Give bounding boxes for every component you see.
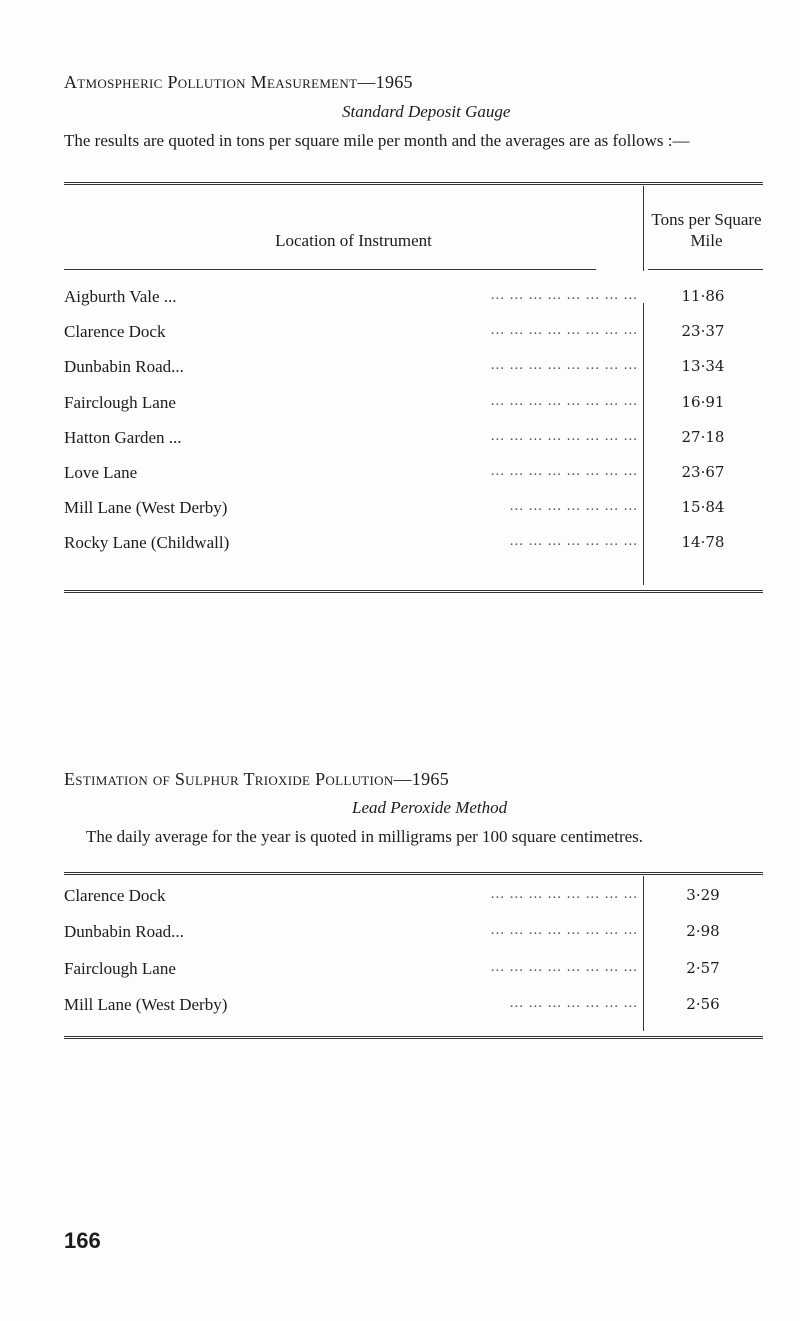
value-cell: 27·18 bbox=[681, 427, 725, 446]
table-row bbox=[64, 922, 763, 946]
location-cell: Mill Lane (West Derby) bbox=[64, 994, 228, 1014]
leader-dots: ... ... ... ... ... ... ... ... bbox=[490, 463, 638, 479]
location-cell: Mill Lane (West Derby) bbox=[64, 498, 228, 518]
leader-dots: ... ... ... ... ... ... ... ... bbox=[490, 922, 638, 939]
section2-subtitle: Lead Peroxide Method bbox=[352, 798, 508, 817]
value-cell: 14·78 bbox=[681, 533, 725, 552]
leader-dots: ... ... ... ... ... ... ... bbox=[509, 498, 638, 515]
table-row bbox=[64, 428, 763, 452]
table1-header-divider bbox=[643, 186, 644, 271]
table2-top-rule bbox=[64, 872, 763, 875]
leader-dots: ... ... ... ... ... ... ... ... bbox=[490, 392, 638, 409]
location-cell: Dunbabin Road... bbox=[64, 357, 184, 377]
table-row bbox=[64, 498, 763, 522]
table-row bbox=[64, 287, 763, 311]
leader-dots: ... ... ... ... ... ... ... ... bbox=[490, 427, 638, 444]
table1-header-value: Tons per Square Mile bbox=[651, 210, 762, 250]
table-row bbox=[64, 357, 763, 381]
leader-dots: ... ... ... ... ... ... ... bbox=[509, 533, 638, 550]
table1-bottom-rule bbox=[64, 590, 763, 593]
value-cell: 16·91 bbox=[681, 392, 725, 411]
value-cell: 2·56 bbox=[686, 994, 720, 1013]
location-cell: Aigburth Vale ... bbox=[64, 287, 177, 306]
location-cell: Fairclough Lane bbox=[64, 392, 176, 412]
table-row bbox=[64, 393, 763, 417]
location-cell: Clarence Dock bbox=[64, 886, 166, 905]
location-cell: Fairclough Lane bbox=[64, 958, 176, 978]
value-cell: 11·86 bbox=[681, 287, 725, 305]
section1-title: Atmospheric Pollution Measurement—1965 bbox=[64, 72, 413, 92]
table1-top-rule bbox=[64, 182, 763, 185]
table1-header-location: Location of Instrument bbox=[275, 231, 432, 250]
leader-dots: ... ... ... ... ... ... ... ... bbox=[490, 886, 638, 902]
location-cell: Clarence Dock bbox=[64, 322, 166, 342]
page-number: 166 bbox=[64, 1228, 101, 1253]
location-cell: Rocky Lane (Childwall) bbox=[64, 533, 230, 553]
leader-dots: ... ... ... ... ... ... ... ... bbox=[490, 958, 638, 975]
section1-intro: The results are quoted in tons per square mile per month and the averages are as follows :— bbox=[64, 131, 690, 150]
table-row bbox=[64, 463, 763, 487]
value-cell: 23·37 bbox=[681, 322, 725, 341]
value-cell: 13·34 bbox=[681, 357, 725, 376]
table-row bbox=[64, 995, 763, 1019]
section2-intro: The daily average for the year is quoted in milligrams per 100 square centimetres. bbox=[86, 827, 644, 846]
leader-dots: ... ... ... ... ... ... ... ... bbox=[490, 357, 638, 374]
value-cell: 2·98 bbox=[686, 922, 720, 941]
table-row bbox=[64, 959, 763, 983]
value-cell: 3·29 bbox=[686, 886, 720, 904]
location-cell: Hatton Garden ... bbox=[64, 427, 182, 447]
table-row bbox=[64, 886, 763, 910]
value-cell: 2·57 bbox=[686, 958, 720, 977]
section1-subtitle: Standard Deposit Gauge bbox=[342, 102, 511, 121]
value-cell: 23·67 bbox=[681, 463, 725, 481]
section2-title: Estimation of Sulphur Trioxide Pollution—1965 bbox=[64, 769, 450, 789]
location-cell: Love Lane bbox=[64, 463, 138, 482]
table1-header-rule-left bbox=[64, 269, 596, 270]
location-cell: Dunbabin Road... bbox=[64, 922, 184, 942]
table2-bottom-rule bbox=[64, 1036, 763, 1039]
table-row bbox=[64, 533, 763, 557]
table-row bbox=[64, 322, 763, 346]
leader-dots: ... ... ... ... ... ... ... bbox=[509, 994, 638, 1011]
leader-dots: ... ... ... ... ... ... ... ... bbox=[490, 287, 638, 303]
table1-header-rule-right bbox=[648, 269, 763, 270]
leader-dots: ... ... ... ... ... ... ... ... bbox=[490, 322, 638, 339]
value-cell: 15·84 bbox=[681, 498, 725, 517]
